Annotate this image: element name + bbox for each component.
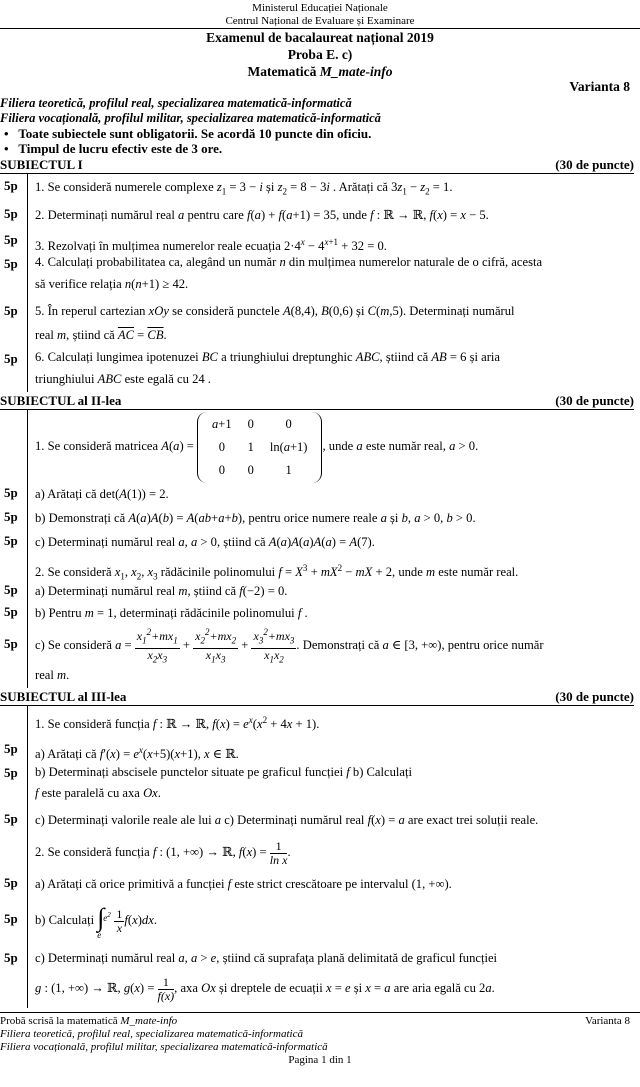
s3-2c: 5p c) Determinați numărul real a, a > e, știind că suprafața plană delimitată de graficul funcției g : (1, +∞) → ℝ, g(x) = $\frac{1}{f(x)}$ , axa Ox și dreptele de ecuații x = e și x = a are aria egală cu 2a.	[4, 950, 498, 1003]
footer-variant: Varianta 8	[585, 1015, 630, 1027]
footer-page: Pagina 1 din 1	[288, 1054, 352, 1066]
s2-p1: 1. Se consideră matricea A(a) = a+1 0 0 0 1 ln(a+1) 0 0 1 , unde a este număr real, a > 0.	[0, 410, 636, 482]
section-3-header: SUBIECTUL al III-lea (30 de puncte)	[0, 689, 634, 704]
s1-q6: 5p 6. Calculați lungimea ipotenuzei BC a triunghiului dreptunghic ABC, știind că AB = 6 și aria triunghiului ABC este egală cu 24 .	[4, 350, 500, 386]
s2-p2: 2. Se consideră $x_1$, $x_2$, $x_3$ rădăcinile polinomului $f = X^3 + mX^2$ − mX + 2, unde m este număr real.	[35, 563, 519, 582]
matrix-A: a+1 0 0 0 1 ln(a+1) 0 0 1	[197, 412, 322, 483]
filiera-1: Filiera teoretică, profilul real, specializarea matematică-informatică	[0, 96, 352, 110]
s3-p2: 2. Se consideră funcția f : (1, +∞) → ℝ, f(x) = $\frac{1}{\text{ln x}}$ .	[35, 838, 291, 867]
s1-q3: 5p 3. Rezolvați în mulțimea numerelor reale ecuația $2\cdot 4^x - 4^{x+1} + 32 = 0$.	[4, 232, 387, 254]
variant-label: Varianta 8	[569, 79, 630, 94]
s2-1a: 5p a) Arătați că det(A(1)) = 2.	[4, 485, 169, 501]
s1-q4: 5p 4. Calculați probabilitatea ca, alegând un număr n din mulțimea numerelor naturale de o cifră, acesta să verifice relația n(n+1) ≥ 42.	[4, 255, 543, 291]
s2-2b: 5p b) Pentru m = 1, determinați rădăcinile polinomului f .	[4, 604, 308, 620]
footer-divider	[0, 1012, 640, 1013]
s2-2c: 5p c) Se consideră a = $\frac{x_1^2+mx_1}{x_2x_3}$ + $\frac{x_2^2+mx_2}{x_1x_3}$ + $\frac{x_3^2+mx_3}{x_1x_2}$ . Demonstrați că a ∈ [3, +∞), pentru orice număr real m.	[4, 627, 544, 682]
s2-2a: 5p a) Determinați numărul real m, știind că f(−2) = 0.	[4, 582, 288, 598]
footer-line-2: Filiera teoretică, profilul real, specializarea matematică-informatică	[0, 1028, 303, 1040]
section-1-header: SUBIECTUL I (30 de puncte)	[0, 157, 634, 172]
exam-title: Examenul de bacalaureat național 2019	[206, 30, 434, 45]
s2-1c: 5p c) Determinați numărul real a, a > 0, știind că A(a)A(a)A(a) = A(7).	[4, 533, 375, 549]
s3-2b: 5p b) Calculați $e^2$ ∫ e $\frac{1}{x}$ f(x)dx.	[4, 903, 157, 941]
s3-2a: 5p a) Arătați că orice primitivă a funcției f este strict crescătoare pe intervalul (1, +∞).	[4, 875, 452, 891]
s3-1b: 5p b) Determinați abscisele punctelor situate pe graficul funcției f b) Calculați f este paralelă cu axa Ox.	[4, 765, 412, 800]
footer-line-1: Probă scrisă la matematică M_mate-info	[0, 1015, 178, 1027]
s2-1b: 5p b) Demonstrați că A(a)A(b) = A(ab+a+b), pentru orice numere reale a și b, a > 0, b > 0.	[4, 509, 476, 525]
filiera-2: Filiera vocațională, profilul militar, specializarea matematică-informatică	[0, 111, 381, 125]
center-line: Centrul Național de Evaluare și Examinare	[225, 15, 415, 27]
footer-line-3: Filiera vocațională, profilul militar, specializarea matematică-informatică	[0, 1041, 328, 1053]
header-divider	[0, 28, 640, 29]
s1-q5: 5p 5. În reperul cartezian xOy se consideră punctele A(8,4), B(0,6) și C(m,5). Determinați numărul real m, știind că $\overline{AC} = \overline{CB}$.	[4, 303, 515, 342]
s3-1c: 5p c) Determinați valorile reale ale lui a c) Determinați numărul real f(x) = a are exact trei soluții reale.	[4, 811, 539, 827]
rule-2: • Timpul de lucru efectiv este de 3 ore.	[4, 141, 223, 156]
s3-1a: 5p a) Arătați că $f'(x) = e^x(x+5)(x+1)$, x ∈ ℝ.	[4, 741, 239, 762]
ministry-line: Ministerul Educației Naționale	[252, 2, 388, 14]
s1-q2: 5p 2. Determinați numărul real a pentru care f(a) + f(a+1) = 35, unde f : ℝ → ℝ, f(x) = x − 5.	[4, 206, 489, 222]
subject-title: Matematică M_mate-info	[247, 64, 393, 79]
s3-p1: 1. Se consideră funcția f : ℝ → ℝ, $f(x) = e^x(x^2 + 4x + 1)$.	[35, 715, 320, 732]
s1-q1: 5p 1. Se consideră numerele complexe $z_1 = 3 - i$ și $z_2 = 8 - 3i$ . Arătați că $3z_1 - z_2 = 1$.	[4, 178, 453, 197]
rule-1: • Toate subiectele sunt obligatorii. Se acordă 10 puncte din oficiu.	[4, 126, 372, 141]
section-2-header: SUBIECTUL al II-lea (30 de puncte)	[0, 393, 634, 408]
proba-title: Proba E. c)	[287, 47, 353, 62]
